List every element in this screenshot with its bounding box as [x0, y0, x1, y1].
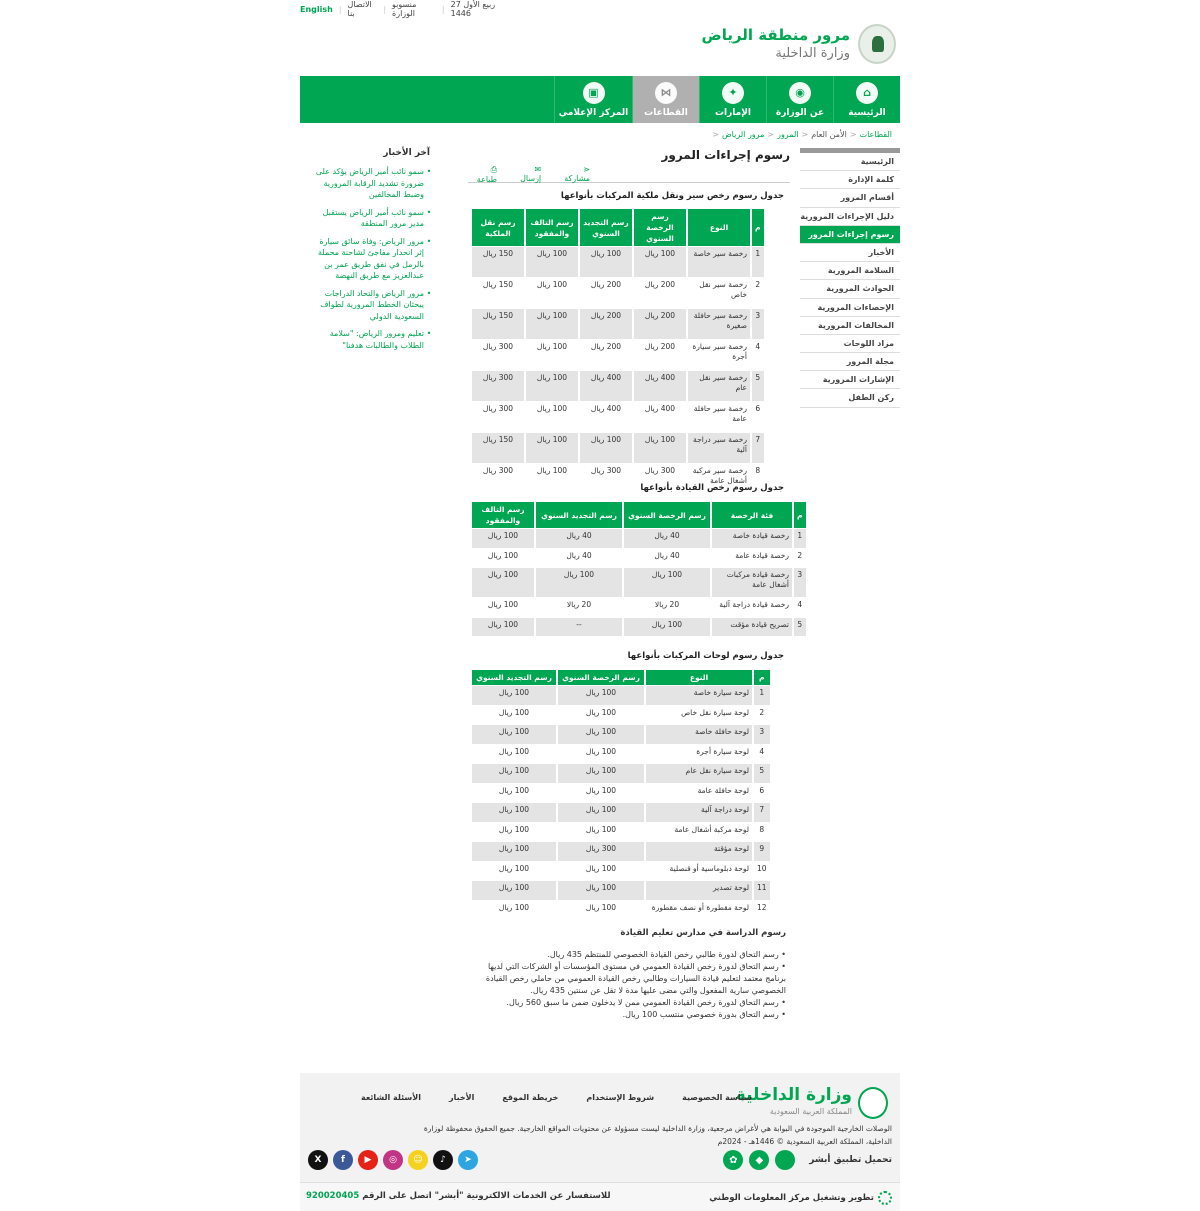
table-cell: 4 [759, 746, 765, 756]
table-cell: رخصة قيادة دراجة آلية [719, 600, 789, 609]
contact-link[interactable]: الاتصال بنا [347, 0, 372, 18]
table-cell: 100 ريال [498, 863, 530, 873]
table-cell: 100 ريال [585, 863, 617, 873]
table-cell: 2 [759, 707, 765, 717]
table-row [472, 725, 770, 744]
table-cell: 100 ريال [580, 433, 632, 463]
table-cell: 7 [752, 433, 764, 463]
table-cell: 40 ريال [566, 550, 592, 560]
table-cell: 100 ريال [536, 466, 568, 475]
table-row [472, 598, 806, 617]
table-cell: 400 ريال [590, 404, 622, 413]
news-item[interactable] [312, 207, 434, 230]
main-nav [300, 76, 900, 123]
table-cell: 100 ريال [558, 725, 644, 744]
table-cell: 5 [754, 764, 770, 783]
table-cell: 300 ريال [472, 371, 524, 401]
table-cell: 100 ريال [487, 600, 519, 609]
table-cell: 100 ريال [472, 568, 534, 597]
table-row [472, 618, 806, 637]
sidebar-item[interactable]: مجلة المرور [800, 353, 900, 371]
table-cell: 100 ريال [498, 902, 530, 912]
table-cell: 40 ريال [536, 529, 622, 548]
footer-link[interactable]: الأخبار [449, 1093, 475, 1102]
page-actions [468, 166, 790, 183]
table-row [472, 901, 770, 920]
footer-link[interactable]: الأسئلة الشائعة [361, 1093, 421, 1102]
bullet-icon: • [778, 962, 786, 971]
huawei-icon[interactable]: ✿ [723, 1150, 743, 1170]
table-cell: رخصة سير نقل خاص [699, 280, 747, 299]
table-cell: 100 ريال [634, 433, 686, 463]
table-cell: رخصة سير حافلة عامة [693, 404, 747, 423]
sidebar-item[interactable]: رسوم إجراءات المرور [800, 226, 900, 244]
table-row [472, 862, 770, 881]
table-cell: 200 ريال [634, 309, 686, 339]
chevron-left-icon: < [767, 130, 775, 139]
driving-license-fees-table [470, 501, 808, 637]
apple-icon[interactable] [775, 1150, 795, 1170]
table-cell: 100 ريال [536, 404, 568, 413]
table-cell: لوحة دبلوماسية أو قنصلية [669, 863, 749, 873]
chevron-left-icon: < [849, 130, 857, 139]
nic-logo-icon [878, 1191, 892, 1205]
table-cell: -- [536, 618, 622, 637]
table-cell: لوحة سيارة خاصة [646, 686, 752, 705]
hotline-number[interactable]: 920020405 [306, 1191, 360, 1201]
table-row [472, 881, 770, 900]
driving-school-fees [468, 928, 786, 1021]
sidebar-item[interactable]: المخالفات المرورية [800, 317, 900, 335]
table-cell: 100 ريال [585, 707, 617, 717]
table-cell: 12 [757, 902, 767, 912]
table-cell: 200 ريال [644, 342, 676, 351]
table-header: رسم الرخصة السنوي [634, 209, 686, 246]
sidebar-item[interactable]: السلامة المرورية [800, 262, 900, 280]
table-cell: 100 ريال [585, 785, 617, 795]
table-row [472, 309, 764, 339]
ministry-icon: ◉ [789, 82, 811, 104]
home-icon: ⌂ [856, 82, 878, 104]
table-cell: 300 ريال [482, 342, 514, 351]
nav-media-center[interactable] [554, 76, 632, 123]
table-cell: رخصة قيادة عامة [735, 550, 789, 560]
sidebar-item[interactable]: الأخبار [800, 244, 900, 262]
table-cell: 100 ريال [498, 824, 530, 834]
table-cell: 20 ريالا [566, 600, 592, 609]
table-cell: لوحة سيارة نقل عام [646, 764, 752, 783]
table-row [472, 823, 770, 842]
site-logo[interactable] [701, 22, 900, 66]
footer-disclaimer: الوصلات الخارجية الموجودة في البوابة هي لأغراض مرجعية، وزارة الداخلية ليست مسؤولة عن محتويات المواقع الخارجية. جميع الحقوق محفوظة لوزارة الداخلية، المملكة العربية السعودية © 1446هـ - 2024م [423, 1124, 892, 1146]
bullet-icon: • [778, 998, 786, 1007]
hijri-date: 27 ربيع الأول 1446 [450, 0, 496, 18]
table-cell: 100 ريال [526, 433, 578, 463]
table-cell: 100 ريال [536, 568, 622, 597]
table-cell: رخصة قيادة مركبات أشغال عامة [712, 568, 792, 597]
footer-logo[interactable] [735, 1085, 892, 1123]
table-cell: 200 ريال [580, 309, 632, 339]
print-button[interactable] [468, 165, 497, 184]
table-cell: 300 ريال [644, 466, 676, 475]
bullet-icon: • [426, 167, 432, 176]
table-cell: 10 [757, 863, 767, 873]
top-bar [300, 0, 510, 18]
table-cell: 300 ريال [558, 842, 644, 861]
table-cell: لوحة دراجة آلية [646, 803, 752, 822]
absher-app-download [723, 1150, 892, 1170]
table-header: رسم التالف والمفقود [526, 209, 578, 246]
footer-bottom [300, 1182, 900, 1211]
chevron-left-icon: < [712, 130, 719, 139]
table-header: النوع [646, 670, 752, 685]
nav-about-ministry[interactable] [766, 76, 833, 123]
news-item[interactable] [312, 328, 434, 351]
chevron-left-icon: < [801, 130, 809, 139]
table-cell: 100 ريال [634, 247, 686, 277]
envelope-icon: ✉ [534, 165, 542, 174]
snapchat-icon[interactable]: ☺ [408, 1150, 428, 1170]
bullet-icon: • [778, 950, 786, 959]
table-cell: 150 ريال [472, 309, 524, 339]
table-cell: 6 [755, 404, 761, 413]
breadcrumb-sectors[interactable]: القطاعات [859, 130, 892, 139]
table-cell: 11 [754, 881, 770, 900]
sidebar-item[interactable]: الإحصاءات المرورية [800, 299, 900, 317]
table-header: رسم الرخصة السنوي [624, 502, 710, 528]
table-cell: 8 [755, 466, 761, 475]
table-cell: 3 [794, 568, 806, 597]
youtube-icon[interactable]: ▶ [358, 1150, 378, 1170]
logo-subtitle: وزارة الداخلية [775, 46, 850, 61]
study-fee-text: رسم التحاق لدورة رخص القيادة العمومي ممن لا يدخلون ضمن ما سبق 560 ريال. [506, 998, 779, 1007]
news-item[interactable] [312, 166, 434, 201]
table-cell: 3 [754, 725, 770, 744]
table-cell: رخصة سير سيارة أجرة [692, 342, 747, 361]
table-row [472, 247, 764, 277]
study-fee-text: رسم التحاق لدورة رخص القيادة العمومي في مستوى المؤسسات أو الشركات التي لديها برنامج معتمد لتعليم قيادة السيارات وطالبي رخص القيادة العمومي من حاملي رخص القيادة الخصوصي سارية المفعول والتي مضى عليها مدة لا تقل عن سنتين 435 ريال. [485, 962, 786, 995]
table-row [472, 745, 770, 764]
news-item-text: تعليم ومرور الرياض: "سلامة الطلاب والطالبات هدفنا" [329, 329, 424, 350]
table-row [472, 278, 764, 308]
table-header: م [754, 670, 770, 685]
sectors-icon: ⋈ [655, 82, 677, 104]
table-cell: 40 ريال [624, 529, 710, 548]
sidebar-item[interactable]: ركن الطفل [800, 389, 900, 407]
language-link[interactable]: English [300, 4, 333, 14]
table-row [472, 764, 770, 783]
send-button[interactable] [511, 165, 541, 183]
divider: | [338, 4, 342, 14]
print-icon: ⎙ [490, 164, 498, 174]
plate-fees-table [470, 669, 772, 920]
table-row [472, 686, 770, 705]
table-cell: 4 [797, 600, 803, 609]
table-cell: 300 ريال [482, 404, 514, 413]
table-cell: 100 ريال [472, 686, 556, 705]
news-item-text: سمو نائب أمير الرياض يستقبل مدير مرور المنطقة [322, 207, 424, 228]
map-icon: ✦ [722, 82, 744, 104]
page-title: رسوم إجراءات المرور [661, 148, 790, 162]
staff-link[interactable]: منسوبو الوزارة [392, 0, 417, 18]
table-cell: 40 ريال [654, 550, 680, 560]
table-cell: 100 ريال [472, 764, 556, 783]
study-fee-text: رسم التحاق بدورة خصوصي منتسب 100 ريال. [622, 1010, 779, 1019]
study-fees-title: رسوم الدراسة في مدارس تعليم القيادة [620, 928, 786, 938]
breadcrumb-traffic[interactable]: المرور [777, 130, 799, 139]
news-item-text: مرور الرياض: وفاة سائق سيارة إثر انحدار مفاجئ لشاحنة محملة بالرمل في نفق طريق عمر بن عبدالعزيز مع طريق النهضة [318, 236, 424, 280]
table-cell: 100 ريال [558, 881, 644, 900]
table-cell: 150 ريال [472, 433, 524, 463]
table-cell: 2 [755, 280, 761, 289]
sidebar-item[interactable]: الإشارات المرورية [800, 371, 900, 389]
footer-link[interactable]: خريطة الموقع [502, 1093, 559, 1102]
sidebar-item[interactable]: أقسام المرور [800, 189, 900, 207]
table-cell: 100 ريال [472, 618, 534, 637]
table-cell: لوحة سيارة نقل خاص [681, 707, 749, 717]
study-fee-item [468, 961, 786, 997]
table-cell: رخصة قيادة خاصة [712, 529, 792, 548]
footer [300, 1073, 900, 1211]
sidebar-item[interactable]: الحوادث المرورية [800, 280, 900, 298]
table-cell: 100 ريال [526, 309, 578, 339]
nav-label: عن الوزارة [775, 107, 825, 118]
table-cell: رخصة سير خاصة [688, 247, 750, 277]
table-header: م [794, 502, 806, 528]
driving-license-table-title: جدول رسوم رخص القيادة بأنواعها [640, 483, 784, 493]
app-download-label: تحميل تطبيق أبشر [809, 1155, 892, 1165]
table-cell: رخصة سير دراجة آلية [688, 433, 750, 463]
table-cell: 100 ريال [498, 746, 530, 756]
table-cell: 100 ريال [558, 764, 644, 783]
table-cell: رخصة سير مركبة أشغال عامة [692, 466, 747, 485]
table-cell: 100 ريال [624, 618, 710, 637]
share-icon: ⋖ [583, 165, 591, 174]
table-cell: 100 ريال [472, 881, 556, 900]
social-links [308, 1150, 478, 1170]
study-fee-item [468, 1009, 786, 1021]
share-button[interactable] [555, 165, 590, 183]
table-cell: 100 ريال [498, 707, 530, 717]
table-header: رسم نقل الملكية [472, 209, 524, 246]
table-cell: 100 ريال [472, 725, 556, 744]
latest-news [312, 148, 434, 357]
table-cell: 100 ريال [472, 529, 534, 548]
news-heading: آخر الأخبار [383, 148, 430, 158]
table-header: رسم التجديد السنوي [536, 502, 622, 528]
print-label: طباعة [476, 174, 498, 184]
table-cell: لوحة تصدير [646, 881, 752, 900]
developer-text: تطوير وتشغيل مركز المعلومات الوطني [709, 1193, 874, 1203]
table-cell: لوحة مقطورة أو نصف مقطورة [651, 902, 749, 912]
table-cell: لوحة حافلة خاصة [646, 725, 752, 744]
table-row [472, 529, 806, 548]
vehicle-license-fees-table [470, 208, 766, 495]
table-header: النوع [688, 209, 750, 246]
instagram-icon[interactable]: ◎ [383, 1150, 403, 1170]
footer-links [361, 1093, 752, 1102]
tiktok-icon[interactable]: ♪ [433, 1150, 453, 1170]
developer-credit [709, 1191, 892, 1205]
table-cell: 100 ريال [558, 686, 644, 705]
table-cell: 100 ريال [526, 247, 578, 277]
table-cell: 400 ريال [644, 404, 676, 413]
facebook-icon[interactable]: f [333, 1150, 353, 1170]
sidebar-item[interactable]: دليل الإجراءات المرورية [800, 208, 900, 226]
table-cell: لوحة مركبة أشغال عامة [674, 824, 749, 834]
nav-home[interactable] [833, 76, 900, 123]
table-cell: 100 ريال [536, 342, 568, 351]
table-cell: 7 [754, 803, 770, 822]
bullet-icon: • [778, 1010, 786, 1019]
footer-logo-subtitle: المملكة العربية السعودية [769, 1107, 852, 1116]
table-cell: رخصة سير نقل عام [688, 371, 750, 401]
table-cell: 100 ريال [472, 803, 556, 822]
x-icon[interactable]: X [308, 1150, 328, 1170]
logo-title: مرور منطقة الرياض [701, 26, 850, 44]
send-label: إرسال [520, 174, 542, 183]
bullet-icon: • [426, 207, 432, 217]
table-cell: 300 ريال [590, 466, 622, 475]
sidebar [800, 148, 900, 408]
sidebar-item[interactable]: الرئيسية [800, 153, 900, 171]
table-cell: 9 [754, 842, 770, 861]
table-cell: 5 [794, 618, 806, 637]
table-cell: 100 ريال [585, 746, 617, 756]
table-cell: لوحة مؤقتة [646, 842, 752, 861]
table-cell: 400 ريال [634, 371, 686, 401]
table-cell: 150 ريال [482, 280, 514, 289]
media-icon: ▣ [583, 82, 605, 104]
news-item[interactable] [312, 236, 434, 282]
table-cell: 300 ريال [482, 466, 514, 475]
plates-table-title: جدول رسوم لوحات المركبات بأنواعها [627, 651, 784, 661]
breadcrumb-riyadh-traffic[interactable]: مرور الرياض [721, 130, 765, 139]
table-row [472, 568, 806, 597]
footer-logo-title: وزارة الداخلية [735, 1085, 852, 1105]
nav-label: المركز الإعلامي [558, 107, 629, 118]
table-row [472, 340, 764, 370]
study-fee-text: رسم التحاق لدورة طالبي رخص القيادة الخصوصي للمنتظم 435 ريال. [547, 950, 779, 959]
table-cell: 8 [759, 824, 765, 834]
table-cell: 1 [794, 529, 806, 548]
table-header: رسم الرخصة السنوي [558, 670, 644, 685]
nav-label: الإمارات [714, 107, 752, 118]
vehicle-license-table-title: جدول رسوم رخص سير ونقل ملكية المركبات بأنواعها [560, 191, 784, 201]
table-row [472, 784, 770, 803]
ministry-emblem-icon [858, 1087, 888, 1119]
table-cell: رخصة سير حافلة صغيرة [688, 309, 750, 339]
table-cell: 400 ريال [580, 371, 632, 401]
table-cell: 20 ريالا [654, 600, 680, 609]
table-cell: 100 ريال [585, 902, 617, 912]
bullet-icon: • [426, 329, 432, 338]
table-cell: تصريح قيادة مؤقت [712, 618, 792, 637]
hotline-text: للاستفسار عن الخدمات الالكترونية "أبشر" اتصل على الرقم [362, 1191, 611, 1201]
hotline [306, 1191, 611, 1201]
table-cell: 100 ريال [526, 371, 578, 401]
table-header: فئة الرخصة [712, 502, 792, 528]
table-row [472, 433, 764, 463]
table-row [472, 371, 764, 401]
table-cell: 5 [752, 371, 764, 401]
table-cell: 100 ريال [487, 550, 519, 560]
sidebar-item[interactable]: كلمة الإدارة [800, 171, 900, 189]
table-header: رسم التجديد السنوي [580, 209, 632, 246]
table-cell: 1 [754, 686, 770, 705]
ministry-emblem-icon [858, 24, 896, 64]
table-cell: 200 ريال [590, 342, 622, 351]
study-fee-item [468, 997, 786, 1009]
divider: | [383, 4, 387, 14]
footer-link[interactable]: شروط الإستخدام [586, 1093, 655, 1102]
nav-sectors[interactable] [632, 76, 699, 123]
news-item-text: مرور الرياض والتحاد الدراجات يبحثان الخطط المرورية لطواف السعودية الدولي [320, 288, 424, 321]
table-cell: 100 ريال [580, 247, 632, 277]
table-row [472, 549, 806, 568]
breadcrumb-public-security: الأمن العام [811, 130, 847, 139]
table-cell: 100 ريال [558, 803, 644, 822]
table-header: م [752, 209, 764, 246]
table-cell: 1 [752, 247, 764, 277]
nav-label: الرئيسية [848, 107, 886, 118]
table-cell: 2 [797, 550, 803, 560]
study-fee-item [468, 949, 786, 961]
breadcrumb [709, 130, 892, 139]
table-row [472, 402, 764, 432]
table-cell: 100 ريال [472, 842, 556, 861]
nav-emirates[interactable] [699, 76, 766, 123]
table-row [472, 842, 770, 861]
android-icon[interactable]: ◆ [749, 1150, 769, 1170]
table-cell: لوحة حافلة عامة [697, 785, 749, 795]
table-cell: 100 ريال [536, 280, 568, 289]
table-cell: 100 ريال [498, 785, 530, 795]
news-item[interactable] [312, 288, 434, 323]
nav-label: القطاعات [644, 107, 688, 118]
table-header: رسم التالف والمفقود [472, 502, 534, 528]
divider: | [441, 4, 445, 14]
table-cell: لوحة سيارة أجرة [696, 746, 749, 756]
table-cell: 100 ريال [624, 568, 710, 597]
footer-link[interactable]: سياسة الخصوصية [682, 1093, 752, 1102]
table-cell: 150 ريال [472, 247, 524, 277]
table-cell: 4 [755, 342, 761, 351]
table-cell: 200 ريال [590, 280, 622, 289]
bullet-icon: • [426, 288, 432, 298]
news-item-text: سمو نائب أمير الرياض يؤكد على ضرورة تشديد الرقابة المرورية وضبط المخالفين [315, 167, 424, 199]
table-header: رسم التجديد السنوي [472, 670, 556, 685]
table-cell: 3 [752, 309, 764, 339]
table-cell: 200 ريال [644, 280, 676, 289]
bullet-icon: • [426, 236, 432, 246]
table-row [472, 803, 770, 822]
telegram-icon[interactable]: ➤ [458, 1150, 478, 1170]
sidebar-item[interactable]: مزاد اللوحات [800, 335, 900, 353]
share-label: مشاركة [564, 174, 591, 183]
table-cell: 6 [759, 785, 765, 795]
table-row [472, 706, 770, 725]
table-cell: 100 ريال [585, 824, 617, 834]
